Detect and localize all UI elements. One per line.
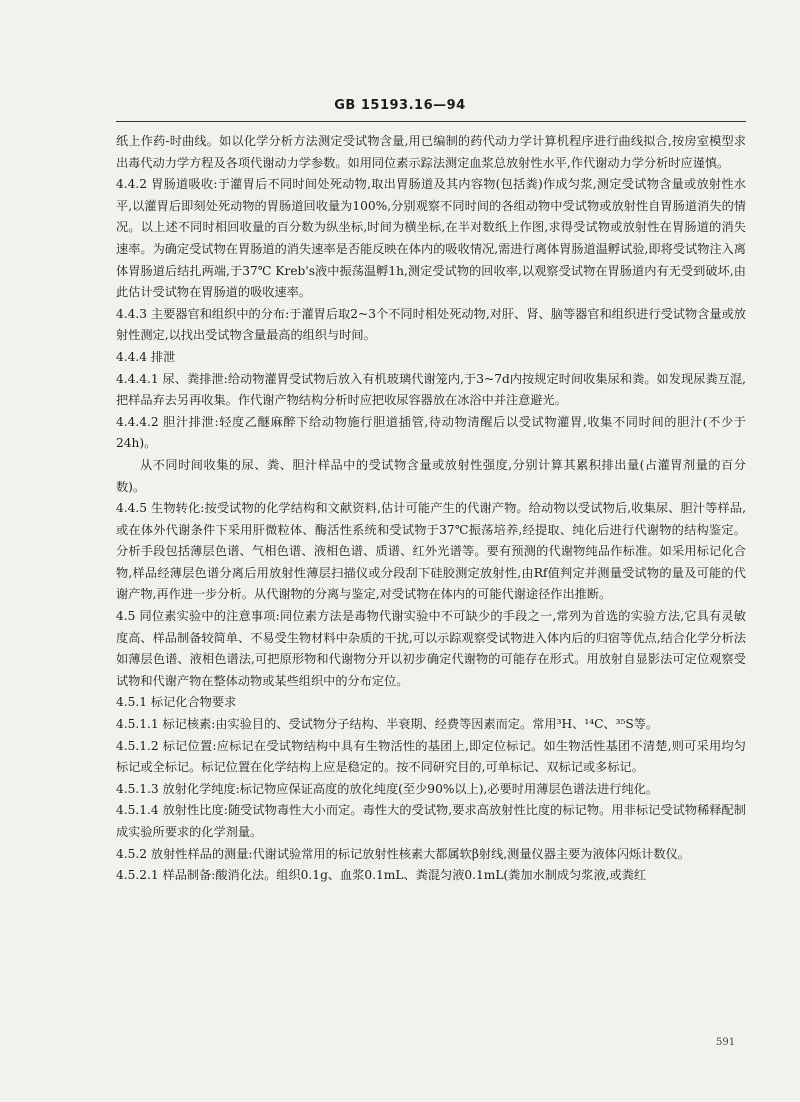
paragraph-4-5-1-4-specific-activity: 4.5.1.4 放射性比度:随受试物毒性大小而定。毒性大的受试物,要求高放射性比度的标记物。用非标记受试物稀释配制成实验所要求的化学剂量。 [116,803,746,839]
paragraph-4-4-5-biotransformation: 4.4.5 生物转化:按受试物的化学结构和文献资料,估计可能产生的代谢产物。给动物以受试物后,收集尿、胆汁等样品,或在体外代谢条件下采用肝微粒体、酶活性系统和受试物于37℃振荡培养,经提取、纯化后进行代谢物的结构鉴定。分析手段包括薄层色谱、气相色谱、液相色谱、质谱、红外光谱等。要有预测的代谢物纯品作标准。如采用标记化合物,样品经薄层色谱分离后用放射性薄层扫描仪或分段刮下硅胶测定放射性,由Rf值判定并测量受试物的量及可能的代谢产物,再作进一步分析。从代谢物的分离与鉴定,对受试物在体内的可能代谢途径作出推断。 [116,501,746,602]
paragraph-4-5-2-1-sample-prep: 4.5.2.1 样品制备:酸消化法。组织0.1g、血浆0.1mL、粪混匀液0.1mL(粪加水制成匀浆液,或粪红 [116,868,647,883]
heading-4-5-1-labeled-compound: 4.5.1 标记化合物要求 [116,695,237,710]
paragraph-4-5-1-1-nuclide: 4.5.1.1 标记核素:由实验目的、受试物分子结构、半衰期、经费等因素而定。常用³H、¹⁴C、³⁵S等。 [116,717,659,732]
header-divider [116,121,746,122]
paragraph-4-4-4-2-bile: 4.4.4.2 胆汁排泄:轻度乙醚麻醉下给动物施行胆道插管,待动物清醒后以受试物灌胃,收集不同时间的胆汁(不少于24h)。 [116,414,746,451]
document-body [116,131,746,887]
paragraph-4-5-1-2-label-position: 4.5.1.2 标记位置:应标记在受试物结构中具有生物活性的基团上,即定位标记。如生物活性基团不清楚,则可采用均匀标记或全标记。标记位置在化学结构上应是稳定的。按不同研究目的,可单标记、双标记或多标记。 [116,738,746,775]
paragraph-4-5-1-3-radiochemical-purity: 4.5.1.3 放射化学纯度:标记物应保证高度的放化纯度(至少90%以上),必要时用薄层色谱法进行纯化。 [116,781,659,796]
paragraph-4-5-isotope-notes: 4.5 同位素实验中的注意事项:同位素方法是毒物代谢实验中不可缺少的手段之一,常列为首选的实验方法,它具有灵敏度高、样品制备较简单、不易受生物材料中杂质的干扰,可以示踪观察受试物进入体内后的归宿等优点,结合化学分析法如薄层色谱、液相色谱法,可把原形物和代谢物分开以初步确定代谢物的可能存在形式。用放射自显影法可定位观察受试物和代谢产物在整体动物或某些组织中的分布定位。 [116,609,746,688]
paragraph-4-4-2-gi-absorption: 4.4.2 胃肠道吸收:于灌胃后不同时间处死动物,取出胃肠道及其内容物(包括粪)作成匀浆,测定受试物含量或放射性水平,以灌胃后即刻处死动物的胃肠道回收量为100%,分别观察不同时间的各组动物中受试物或放射性自胃肠道消失的情况。以上述不同时相回收量的百分数为纵坐标,时间为横坐标,在半对数纸上作图,求得受试物或放射性在胃肠道的消失速率。为确定受试物在胃肠道的消失速率是否能反映在体内的吸收情况,需进行离体胃肠道温孵试验,即将受试物注入离体胃肠道后结扎两端,于37℃ Kreb's液中振荡温孵1h,测定受试物的回收率,以观察受试物在胃肠道内有无受到破坏,由此估计受试物在胃肠道的吸收速率。 [116,177,746,300]
paragraph-curve-fitting: 纸上作药-时曲线。如以化学分析方法测定受试物含量,用已编制的药代动力学计算机程序进行曲线拟合,按房室模型求出毒代动力学方程及各项代谢动力学参数。如用同位素示踪法测定血浆总放射性水平,作代谢动力学分析时应谨慎。 [116,134,746,170]
page-number: 591 [716,1037,736,1048]
paragraph-4-4-4-1-urine-feces: 4.4.4.1 尿、粪排泄:给动物灌胃受试物后放入有机玻璃代谢笼内,于3~7d内按规定时间收集尿和粪。如发现尿粪互混,把样品弃去另再收集。作代谢产物结构分析时应把收尿容器放在冰浴中并注意避光。 [116,371,746,408]
document-code-header: GB 15193.16—94 [334,98,466,113]
paragraph-4-4-3-distribution: 4.4.3 主要器官和组织中的分布:于灌胃后取2~3个不同时相处死动物,对肝、肾、脑等器官和组织进行受试物含量或放射性测定,以找出受试物含量最高的组织与时间。 [116,306,746,343]
paragraph-4-5-2-measurement: 4.5.2 放射性样品的测量:代谢试验常用的标记放射性核素大都属软β射线,测量仪器主要为液体闪烁计数仪。 [116,846,690,861]
paragraph-cumulative-excretion: 从不同时间收集的尿、粪、胆汁样品中的受试物含量或放射性强度,分别计算其累积排出量(占灌胃剂量的百分数)。 [116,457,746,494]
heading-4-4-4-excretion: 4.4.4 排泄 [116,349,176,364]
